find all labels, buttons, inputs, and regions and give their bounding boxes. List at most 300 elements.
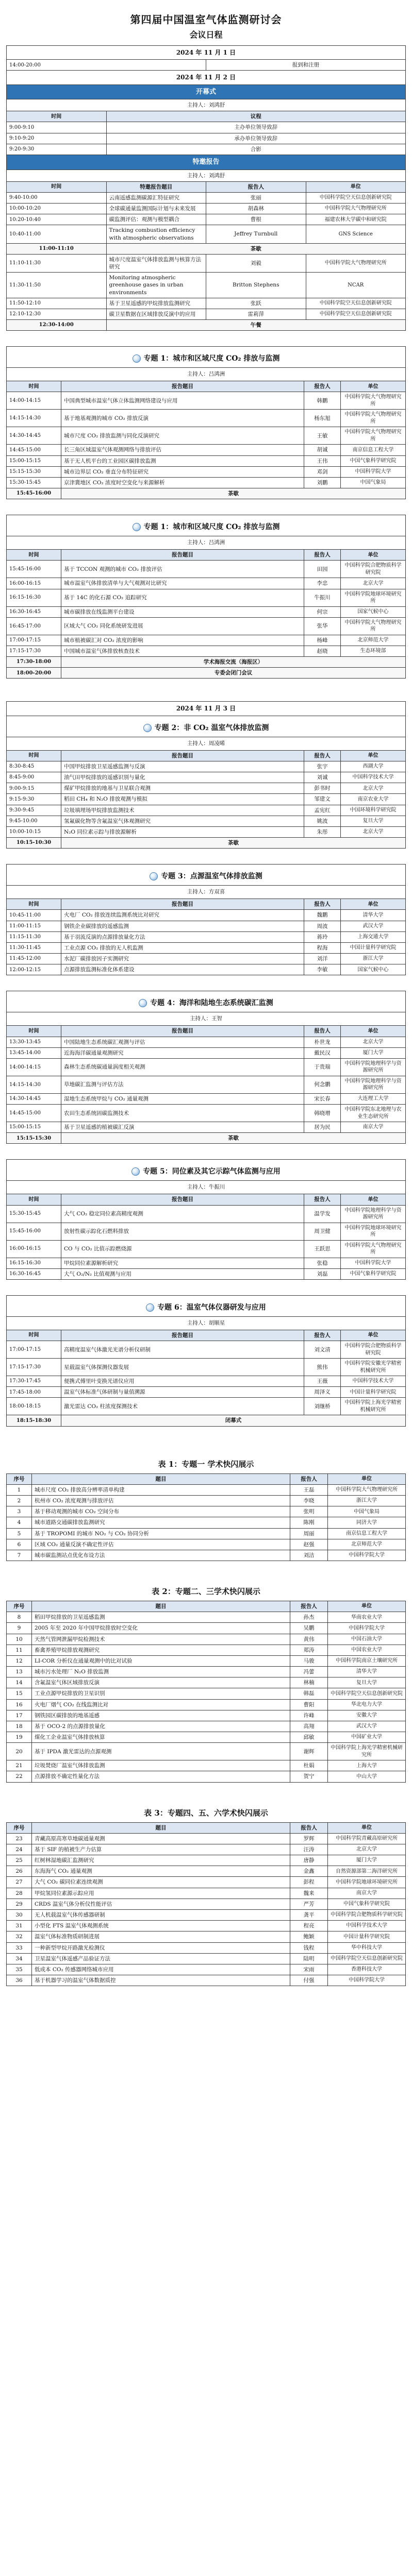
session-title-text: 专题 1：城市和区域尺度 CO₂ 排放与监测 [143,354,280,363]
speaker-name: 王敏 [304,427,341,445]
row-time: 14:45-15:00 [7,1105,61,1122]
poster-title-cell: CRDS 温室气体分析仪性能评估 [32,1899,290,1909]
poster-index: 8 [7,1612,32,1623]
row-time: 17:00-17:15 [7,635,61,646]
poster-index: 14 [7,1677,32,1688]
speaker-name: 何宗 [304,606,341,617]
poster-affiliation: 中国计量科学研究院 [328,1931,406,1942]
row-time: 14:45-15:00 [7,445,61,455]
poster-index: 32 [7,1931,32,1942]
talk-title: 长三角区域温室气体观测网络与排放评估 [61,445,304,455]
session-3 [6,716,406,849]
talk-row [7,1105,406,1122]
speaker-affiliation: 南京农业大学 [341,794,406,805]
hdr-aff: 单位 [341,899,406,910]
special-chair: 主持人：刘鸿舒 [7,170,406,181]
poster-title-cell: 稻田甲烷排放的卫星遥感监测 [32,1612,290,1623]
poster-index: 9 [7,1623,32,1634]
speaker-name: 刘文清 [304,1341,341,1359]
speaker-affiliation: 生态环境部 [341,646,406,656]
speaker-name: 刘鹏 [304,477,341,488]
session-rows [7,392,406,499]
speaker-name: 邹建文 [304,794,341,805]
talk-title: 大气 CO₂ 稳定同位素高精度观测 [61,1205,304,1223]
talk-row [7,910,406,921]
talk-row [7,794,406,805]
row-time: 9:40-10:00 [7,192,107,203]
talk-title: 城市碳排放在线监测平台建设 [61,606,304,617]
conference-title: 第四届中国温室气体监测研讨会 [130,13,282,26]
talk-title: 碳监测评估：观测与模型耦合 [106,214,206,225]
row-time: 11:00-11:15 [7,921,61,931]
speaker-affiliation: 中国科学院地理科学与资源研究所 [341,1076,406,1093]
talk-title: 大气 O₂/N₂ 比值观测与应用 [61,1268,304,1279]
talk-title: 基于羽流反演的点源排放量化方法 [61,931,304,942]
talk-row [7,214,406,225]
poster-presenter: 郑涛 [290,1645,328,1655]
poster-row [7,1975,406,1986]
poster-title-cell: 垃圾焚烧厂温室气体排放监测 [32,1760,290,1771]
poster-index: 29 [7,1899,32,1909]
hdr-time: 时间 [7,1194,61,1205]
talk-row [7,1037,406,1047]
poster-affiliation: 同济大学 [328,1517,406,1528]
poster-row [7,1699,406,1710]
poster-presenter: 严芳 [290,1899,328,1909]
poster-title-cell: 工业点源甲烷排放的卫星识别 [32,1688,290,1699]
hdr-aff: 单位 [341,1194,406,1205]
spacer [6,1783,406,1798]
special-hdr-aff: 单位 [306,181,406,192]
session-header-row [7,1026,406,1037]
poster-title-cell: 含氟温室气体区域排放反演 [32,1677,290,1688]
talk-title: 中国典型城市温室气体立体监测网络建设与应用 [61,392,304,410]
hdr-name: 报告人 [290,1601,328,1612]
poster-row [7,1771,406,1782]
poster-title-cell: 区域 CO₂ 通量反演不确定性评估 [32,1539,290,1550]
talk-row [7,455,406,466]
poster-affiliation: 中国矿业大学 [328,1732,406,1743]
speaker-affiliation: 中国科学院东北地理与农业生态研究所 [341,1105,406,1122]
row-time: 17:00-17:15 [7,1341,61,1359]
hdr-aff: 单位 [328,1822,406,1833]
hdr-name: 报告人 [304,381,341,392]
speaker-affiliation: 武汉大学 [341,921,406,931]
speaker-affiliation: 中国环境科学研究院 [341,805,406,816]
poster-index: 13 [7,1667,32,1677]
poster-row [7,1888,406,1899]
poster-title-cell: 城市尺度 CO₂ 排放高分辨率清单构建 [32,1484,290,1495]
poster-row [7,1655,406,1666]
globe-icon [133,354,141,363]
poster-affiliation: 南京大学 [328,1888,406,1899]
row-time: 13:30-13:45 [7,1037,61,1047]
speaker-name: 刘毅 [206,254,306,272]
speaker-name: 张宇 [304,761,341,772]
poster-presenter: 吴鹏 [290,1623,328,1634]
poster-presenter: 周丽 [290,1528,328,1539]
day3-date: 2024 年 11 月 3 日 [7,702,406,716]
hdr-name: 报告人 [290,1473,328,1484]
break-label: 茶歇 [106,243,406,254]
poster-affiliation: 香港科技大学 [328,1964,406,1975]
talk-title: 基于卫星遥感的植被碳汇反演 [61,1122,304,1133]
poster-presenter: 许峰 [290,1710,328,1721]
hdr-name: 报告人 [304,1194,341,1205]
speaker-name: 姚波 [304,816,341,826]
talk-row [7,225,406,243]
poster-title-cell: 畜禽养殖甲烷排放观测研究 [32,1645,290,1655]
globe-icon [143,724,152,732]
row-time: 11:00-11:10 [7,243,107,254]
speaker-affiliation: 中国计量科学研究院 [341,1387,406,1398]
talk-row [7,427,406,445]
poster-presenter: 赵强 [290,1539,328,1550]
row-time: 15:45-16:00 [7,488,61,499]
poster-index: 22 [7,1771,32,1782]
poster-row [7,1743,406,1760]
poster-row [7,1688,406,1699]
spacer [6,499,406,515]
speaker-name: 周泽义 [304,1387,341,1398]
talk-row [7,826,406,837]
talk-title: 农田生态系统固碳监测技术 [61,1105,304,1122]
poster-presenter: 龚平 [290,1909,328,1920]
talk-title: 湿地生态系统甲烷与 CO₂ 通量观测 [61,1093,304,1104]
poster-index: 1 [7,1484,32,1495]
talk-title: 基于无人机平台的工业园区碳排放监测 [61,455,304,466]
speaker-name: 刘继桥 [304,1398,341,1415]
talk-title: 全球碳通量监测国际计划与未来发展 [106,204,206,214]
hdr-title: 报告题目 [61,750,304,761]
talk-row [7,635,406,646]
poster-title-cell: 城市污水处理厂 N₂O 排放监测 [32,1667,290,1677]
talk-title: 城市尺度 CO₂ 排放监测与同化反演研究 [61,427,304,445]
session-5 [6,991,406,1144]
poster-affiliation: 中国科学院大气物理研究所 [328,1484,406,1495]
hdr-title: 题目 [32,1473,290,1484]
poster-header-row [7,1473,406,1484]
poster-presenter: 王磊 [290,1484,328,1495]
speaker-affiliation: 北京师范大学 [341,635,406,646]
poster-title-cell: 基于 TROPOMI 的城市 NO₂ 与 CO₂ 协同分析 [32,1528,290,1539]
poster-row [7,1732,406,1743]
talk-row [7,772,406,783]
row-item: 合影 [106,144,406,155]
speaker-name: 程海 [304,942,341,953]
talk-row [7,1205,406,1223]
break-row [7,668,406,679]
session-title-text: 专题 3：点源温室气体排放监测 [161,872,262,881]
spacer [6,679,406,701]
poster-affiliation: 南京信息工程大学 [328,1528,406,1539]
session-chair: 主持人：吕鸿洲 [7,367,405,378]
poster-affiliation: 中国科学院上海光学精密机械研究所 [328,1743,406,1760]
break-row [7,1415,406,1426]
row-time: 16:30-16:45 [7,606,61,617]
break-label: 学术海报交流（海报区） [61,657,406,668]
poster-presenter: 彭程 [290,1877,328,1888]
poster-row [7,1634,406,1645]
poster-index: 21 [7,1760,32,1771]
talk-title: 近海海洋碳通量观测研究 [61,1047,304,1058]
session-6 [6,1159,406,1280]
break-row [7,657,406,668]
poster-row [7,1877,406,1888]
speaker-name: 彭书时 [304,783,341,794]
poster-index: 20 [7,1743,32,1760]
hdr-aff: 单位 [341,381,406,392]
talk-row [7,1359,406,1376]
row-item: 承办单位领导致辞 [106,133,406,144]
talk-row [7,606,406,617]
poster-affiliation: 中国科学院大学 [328,1623,406,1634]
talk-title: 温室气体标准气体研制与量值溯源 [61,1387,304,1398]
poster-affiliation: 中国科学院空天信息创新研究院 [328,1953,406,1964]
poster-presenter: 冯蕾 [290,1667,328,1677]
poster-affiliation: 中国科学院空天信息创新研究院 [328,1688,406,1699]
poster-index: 4 [7,1517,32,1528]
poster-index: 7 [7,1550,32,1561]
talk-row [7,466,406,477]
poster-row [7,1760,406,1771]
poster-row [7,1721,406,1732]
row-time: 17:30-17:45 [7,1376,61,1387]
poster-title-cell: 温室气体标准物质研制进展 [32,1931,290,1942]
poster-affiliation: 中国农业大学 [328,1645,406,1655]
session-header-row [7,381,406,392]
row-time: 9:15-9:30 [7,794,61,805]
poster-affiliation: 华北电力大学 [328,1699,406,1710]
talk-title: 中国甲烷排放卫星遥感监测与反演 [61,761,304,772]
day1-table [6,45,406,71]
spacer [6,1561,406,1577]
poster-title-cell: 天然气管网泄漏甲烷检测技术 [32,1634,290,1645]
row-time: 12:30-14:00 [7,320,107,331]
hdr-name: 报告人 [304,899,341,910]
hdr-title: 题目 [32,1601,290,1612]
poster-title-cell: 甲烷氢同位素源示踪应用 [32,1888,290,1899]
row-time: 11:30-11:45 [7,942,61,953]
poster-title-cell: 小型化 FTS 温室气体观测系统 [32,1921,290,1931]
talk-row [7,1376,406,1387]
poster-index: 25 [7,1855,32,1866]
talk-row [7,1093,406,1104]
poster-title-cell: 基于移动观测的城市 CO₂ 空间分布 [32,1506,290,1517]
speaker-name: 田园 [304,561,341,578]
speaker-name: 胡森林 [206,204,306,214]
speaker-affiliation: 中国科学院合肥物质科学研究院 [341,1341,406,1359]
talk-row [7,392,406,410]
poster-index: 11 [7,1645,32,1655]
poster-title-cell: 城市碳监测站点优化布设方法 [32,1550,290,1561]
poster-row [7,1899,406,1909]
speaker-affiliation: 中国科学技术大学 [341,772,406,783]
poster-affiliation: 华中科技大学 [328,1942,406,1953]
speaker-affiliation: 中国计量科学研究院 [341,942,406,953]
poster-affiliation: 中国石油大学 [328,1634,406,1645]
poster-table-2 [6,1586,406,1783]
poster-row [7,1496,406,1506]
speaker-affiliation: GNS Science [306,225,406,243]
poster-presenter: 金鑫 [290,1866,328,1877]
opening-band: 开幕式 [7,84,406,99]
speaker-name: 邓剑 [304,466,341,477]
poster-title-cell: 钢铁园区碳排放的地基遥感 [32,1710,290,1721]
session-chair: 主持人：胡顺星 [7,1316,405,1327]
hdr-index: 序号 [7,1601,32,1612]
speaker-name: 张丽 [206,192,306,203]
talk-title: 水泥厂碳排放因子实测研究 [61,954,304,964]
session-title [10,871,402,881]
speaker-name: 王薇 [304,1376,341,1387]
row-time: 15:15-15:30 [7,1133,61,1144]
speaker-affiliation: 中国科学院大学 [341,1258,406,1268]
speaker-affiliation: 中国科学院上海光学精密机械研究所 [341,1398,406,1415]
poster-index: 15 [7,1688,32,1699]
globe-icon [150,872,158,880]
poster-title-cell: 火电厂烟气 CO₂ 在线监测比对 [32,1699,290,1710]
hdr-title: 报告题目 [61,550,304,561]
talk-row [7,192,406,203]
break-row [7,1133,406,1144]
session-title-text: 专题 4：海洋和陆地生态系统碳汇监测 [150,999,273,1008]
spacer [6,975,406,991]
poster-presenter: 邱敏 [290,1732,328,1743]
talk-title: Tracking combustion efficiency with atmospheric observations [106,225,206,243]
speaker-name: 韩鹏 [304,392,341,410]
hdr-aff: 单位 [328,1473,406,1484]
session-title-text: 专题 2：非 CO₂ 温室气体排放监测 [154,723,269,732]
poster-affiliation: 中国科学院南京土壤研究所 [328,1655,406,1666]
hdr-time: 时间 [7,550,61,561]
poster-row [7,1866,406,1877]
talk-row [7,589,406,606]
hdr-index: 序号 [7,1822,32,1833]
poster-title-cell: 2005 年至 2020 年中国甲烷排放时空变化 [32,1623,290,1634]
special-rows [7,192,406,330]
talk-row [7,805,406,816]
poster-row [7,1844,406,1855]
poster-affiliation: 中国科学院合肥物质科学研究院 [328,1909,406,1920]
speaker-name: 何念鹏 [304,1076,341,1093]
row-time: 9:10-9:20 [7,133,107,144]
session-title [10,1166,402,1176]
session-rows [7,561,406,679]
break-label: 闭幕式 [61,1415,406,1426]
speaker-affiliation: 西湖大学 [341,761,406,772]
day1-date: 2024 年 11 月 1 日 [7,46,406,60]
poster-title-cell: 大气 CO₂ 碳同位素连续观测 [32,1877,290,1888]
poster-row [7,1964,406,1975]
row-time: 15:45-16:00 [7,561,61,578]
special-hdr-name: 报告人 [206,181,306,192]
talk-title: N₂O 同位素示踪与排放源解析 [61,826,304,837]
session-chair: 主持人：吕鸿洲 [7,536,405,546]
poster-row [7,1517,406,1528]
spacer [6,331,406,346]
row-time: 15:30-15:45 [7,477,61,488]
poster-row [7,1623,406,1634]
talk-row [7,1268,406,1279]
session-header [6,515,406,549]
talk-row [7,445,406,455]
talk-title: 煤矿甲烷排放的地基与卫星联合观测 [61,783,304,794]
poster-title-cell: 一种新型甲烷开路激光检测仪 [32,1942,290,1953]
poster-index: 5 [7,1528,32,1539]
talk-title: 区域大气 CO₂ 同化系统研发进展 [61,617,304,635]
poster-affiliation: 中国科学院大学 [328,1550,406,1561]
poster-affiliation: 中国气象科学研究院 [328,1899,406,1909]
talk-title: 草地碳汇监测与评估方法 [61,1076,304,1093]
special-band: 特邀报告 [7,155,406,170]
poster-presenter: 李晓 [290,1496,328,1506]
poster-affiliation: 安徽大学 [328,1710,406,1721]
day3-date-table [6,701,406,716]
poster-header-row [7,1601,406,1612]
talk-title: 京津冀地区 CO₂ 浓度时空变化与来源解析 [61,477,304,488]
poster-affiliation: 中国科学技术大学 [328,1921,406,1931]
speaker-affiliation: 北京大学 [341,1037,406,1047]
session-table [6,381,406,499]
speaker-name: 曹根 [206,214,306,225]
break-label: 午餐 [106,320,406,331]
poster-presenter: 罗辉 [290,1833,328,1844]
poster-presenter: 程亮 [290,1921,328,1931]
speaker-name: 宋长春 [304,1093,341,1104]
spacer [6,1144,406,1159]
speaker-name: 朴世龙 [304,1037,341,1047]
speaker-name: 王跃思 [304,1240,341,1258]
talk-title: 基于地基观测的城市 CO₂ 排放反演 [61,410,304,427]
hdr-name: 报告人 [304,750,341,761]
talk-row [7,298,406,309]
speaker-affiliation: 南京大学 [341,1122,406,1133]
speaker-name: 周波 [304,921,341,931]
poster-index: 12 [7,1655,32,1666]
row-time: 12:00-12:15 [7,964,61,975]
talk-row [7,309,406,319]
speaker-affiliation: 中国科学院大气物理研究所 [341,1240,406,1258]
hdr-time: 时间 [7,1330,61,1341]
day1-item: 报到和注册 [206,60,406,71]
poster-title-cell: 东海海气 CO₂ 通量观测 [32,1866,290,1877]
poster-index: 31 [7,1921,32,1931]
speaker-name: 胡诚 [304,445,341,455]
speaker-affiliation: 中国科学院空天信息创新研究院 [306,192,406,203]
talk-row [7,646,406,656]
speaker-affiliation: 中国科学院大气物理研究所 [341,392,406,410]
talk-row [7,561,406,578]
program-page [6,0,406,1996]
row-time: 15:00-15:15 [7,455,61,466]
poster-index: 6 [7,1539,32,1550]
break-label: 茶歇 [61,838,406,849]
session-header [6,1295,406,1330]
speaker-name: 周卫健 [304,1223,341,1240]
talk-row [7,1341,406,1359]
opening-rows [7,122,406,155]
talk-title: 森林生态系统碳通量涡度相关观测 [61,1058,304,1076]
row-time: 18:00-18:15 [7,1398,61,1415]
speaker-name: 李忠 [304,578,341,589]
spacer [6,1280,406,1295]
poster-table-title: 表 2：专题二、三学术快闪展示 [152,1587,260,1597]
break-label: 专委会闭门会议 [61,668,406,679]
row-time: 16:00-16:15 [7,578,61,589]
row-time: 16:30-16:45 [7,1268,61,1279]
hdr-name: 报告人 [304,1330,341,1341]
